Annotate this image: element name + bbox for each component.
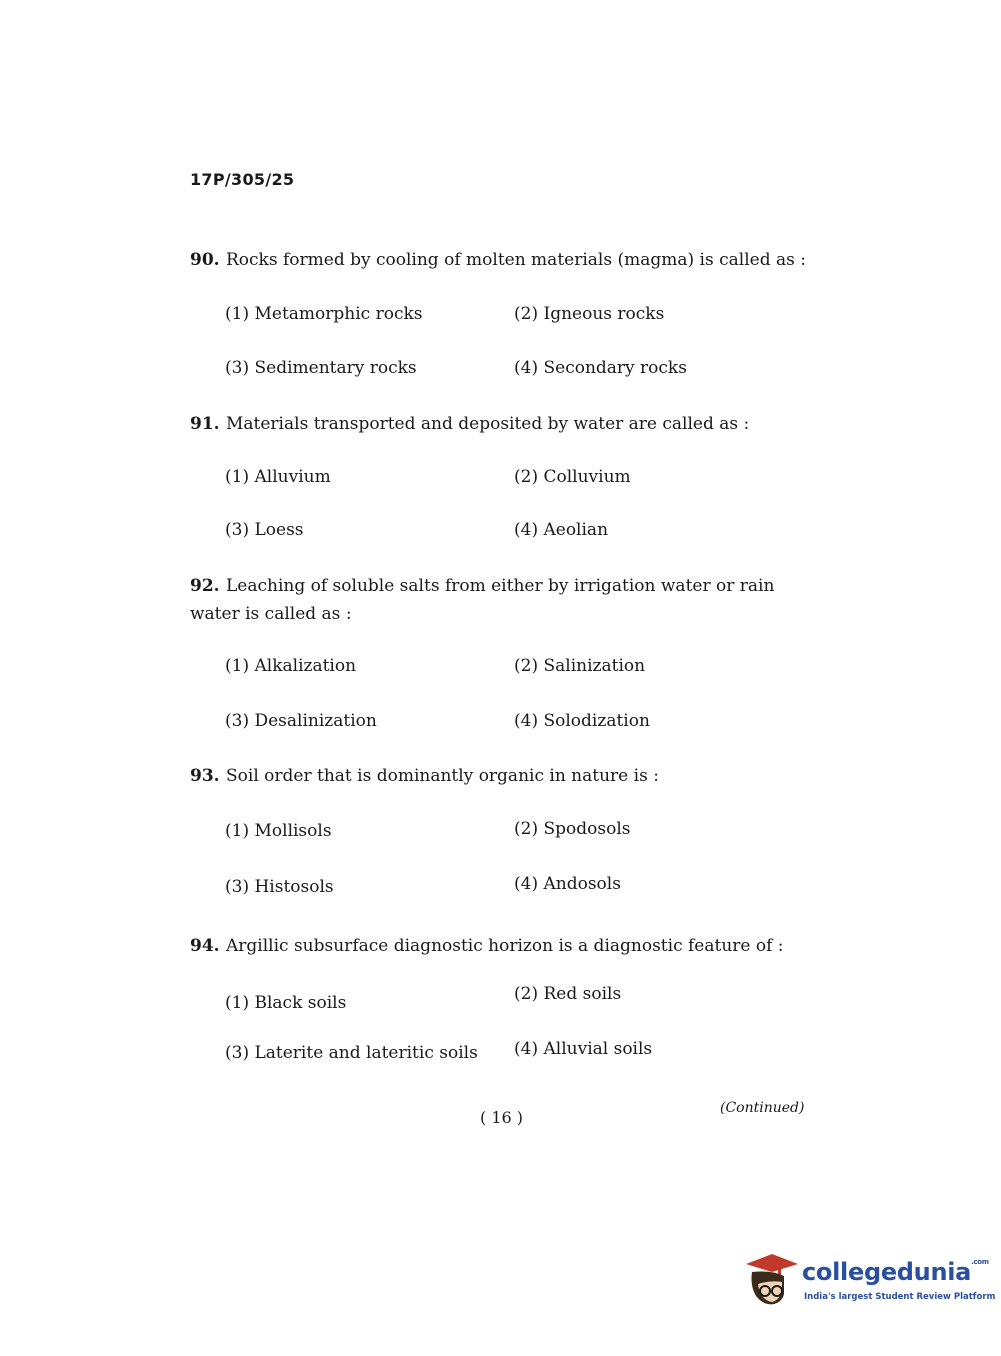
option: (1) Black soils [225,993,347,1013]
question-text: Leaching of soluble salts from either by irrigation water or rain water is called as : [190,576,775,624]
option: (2) Red soils [514,984,622,1004]
option: (3) Laterite and lateritic soils [225,1043,478,1063]
question-number: 92. [190,576,220,596]
option: (3) Desalinization [225,711,377,731]
option: (4) Alluvial soils [514,1039,653,1059]
option: (4) Solodization [514,711,650,731]
question-94 [190,932,810,960]
option: (4) Aeolian [514,520,609,540]
question-number: 93. [190,766,220,786]
option: (2) Colluvium [514,467,631,487]
question-90 [190,246,810,274]
question-number: 90. [190,250,220,270]
option: (1) Mollisols [225,821,332,841]
option: (4) Secondary rocks [514,358,687,378]
option: (2) Salinization [514,656,646,676]
question-92 [190,572,810,628]
page-number: ( 16 ) [480,1108,524,1127]
question-text: Materials transported and deposited by water are called as : [226,414,750,434]
option: (3) Loess [225,520,304,540]
option: (2) Spodosols [514,819,631,839]
question-text: Soil order that is dominantly organic in nature is : [226,766,659,786]
logo-tagline: India's largest Student Review Platform [804,1292,996,1302]
paper-code: 17P/305/25 [190,170,295,189]
logo-brand-text: collegedunia$^{.com}$ [802,1258,989,1286]
question-91 [190,410,810,438]
option: (1) Alkalization [225,656,357,676]
question-93 [190,762,810,790]
option: (3) Sedimentary rocks [225,358,417,378]
question-number: 91. [190,414,220,434]
question-text: Rocks formed by cooling of molten materials (magma) is called as : [226,250,806,270]
continued-label: (Continued) [720,1100,805,1116]
option: (1) Alluvium [225,467,331,487]
option: (2) Igneous rocks [514,304,665,324]
question-text: Argillic subsurface diagnostic horizon is a diagnostic feature of : [226,936,784,956]
option: (1) Metamorphic rocks [225,304,423,324]
mascot-icon [742,1250,800,1312]
option: (3) Histosols [225,877,334,897]
option: (4) Andosols [514,874,621,894]
collegedunia-logo [742,1250,996,1312]
question-number: 94. [190,936,220,956]
